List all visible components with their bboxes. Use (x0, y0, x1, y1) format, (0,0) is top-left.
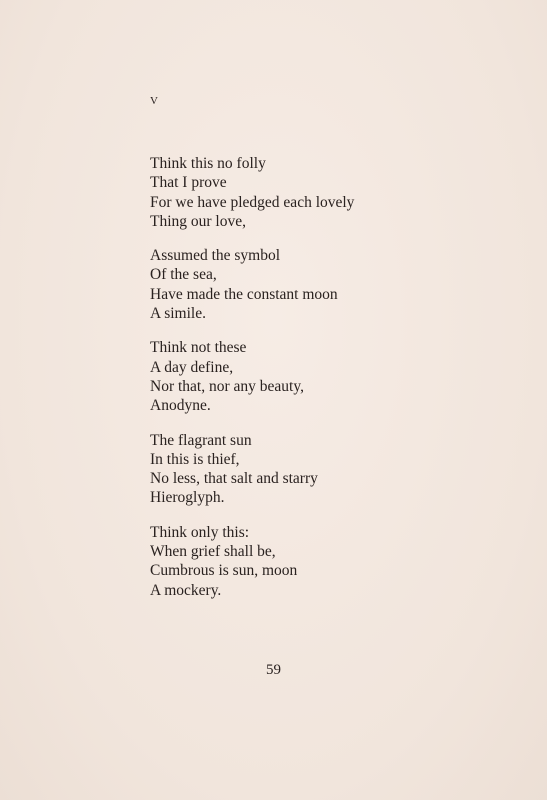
poem-line: Anodyne. (150, 397, 211, 415)
poem-line: Think this no folly (150, 155, 266, 172)
poem-line: For we have pledged each lovely (150, 193, 355, 211)
poem-line: Think not these (150, 339, 247, 357)
poem-line: A simile. (150, 305, 206, 323)
poem-line: Cumbrous is sun, moon (150, 562, 298, 580)
poem-line: Hieroglyph. (150, 489, 225, 507)
section-numeral: v (150, 92, 159, 108)
poem-line: Have made the constant moon (150, 285, 338, 303)
stanza-1 (150, 154, 354, 231)
page-number: 59 (266, 662, 281, 678)
poem-line: Of the sea, (150, 266, 217, 284)
poem-line: A mockery. (150, 581, 222, 599)
poem-line: When grief shall be, (150, 543, 276, 561)
poem-line: A day define, (150, 358, 234, 376)
stanza-2 (150, 246, 354, 323)
poem-line: The flagrant sun (150, 431, 252, 449)
stanza-3 (150, 338, 354, 415)
poem-line: Thing our love, (150, 212, 246, 230)
poem (150, 154, 354, 615)
poem-line: No less, that salt and starry (150, 470, 318, 488)
poem-line: Think only this: (150, 523, 250, 541)
stanza-4 (150, 431, 354, 508)
poem-line: Assumed the symbol (150, 247, 281, 265)
poem-line: In this is thief, (150, 450, 240, 468)
poem-line: Nor that, nor any beauty, (150, 377, 304, 395)
stanza-5 (150, 523, 354, 600)
poem-line: That I prove (150, 174, 227, 192)
